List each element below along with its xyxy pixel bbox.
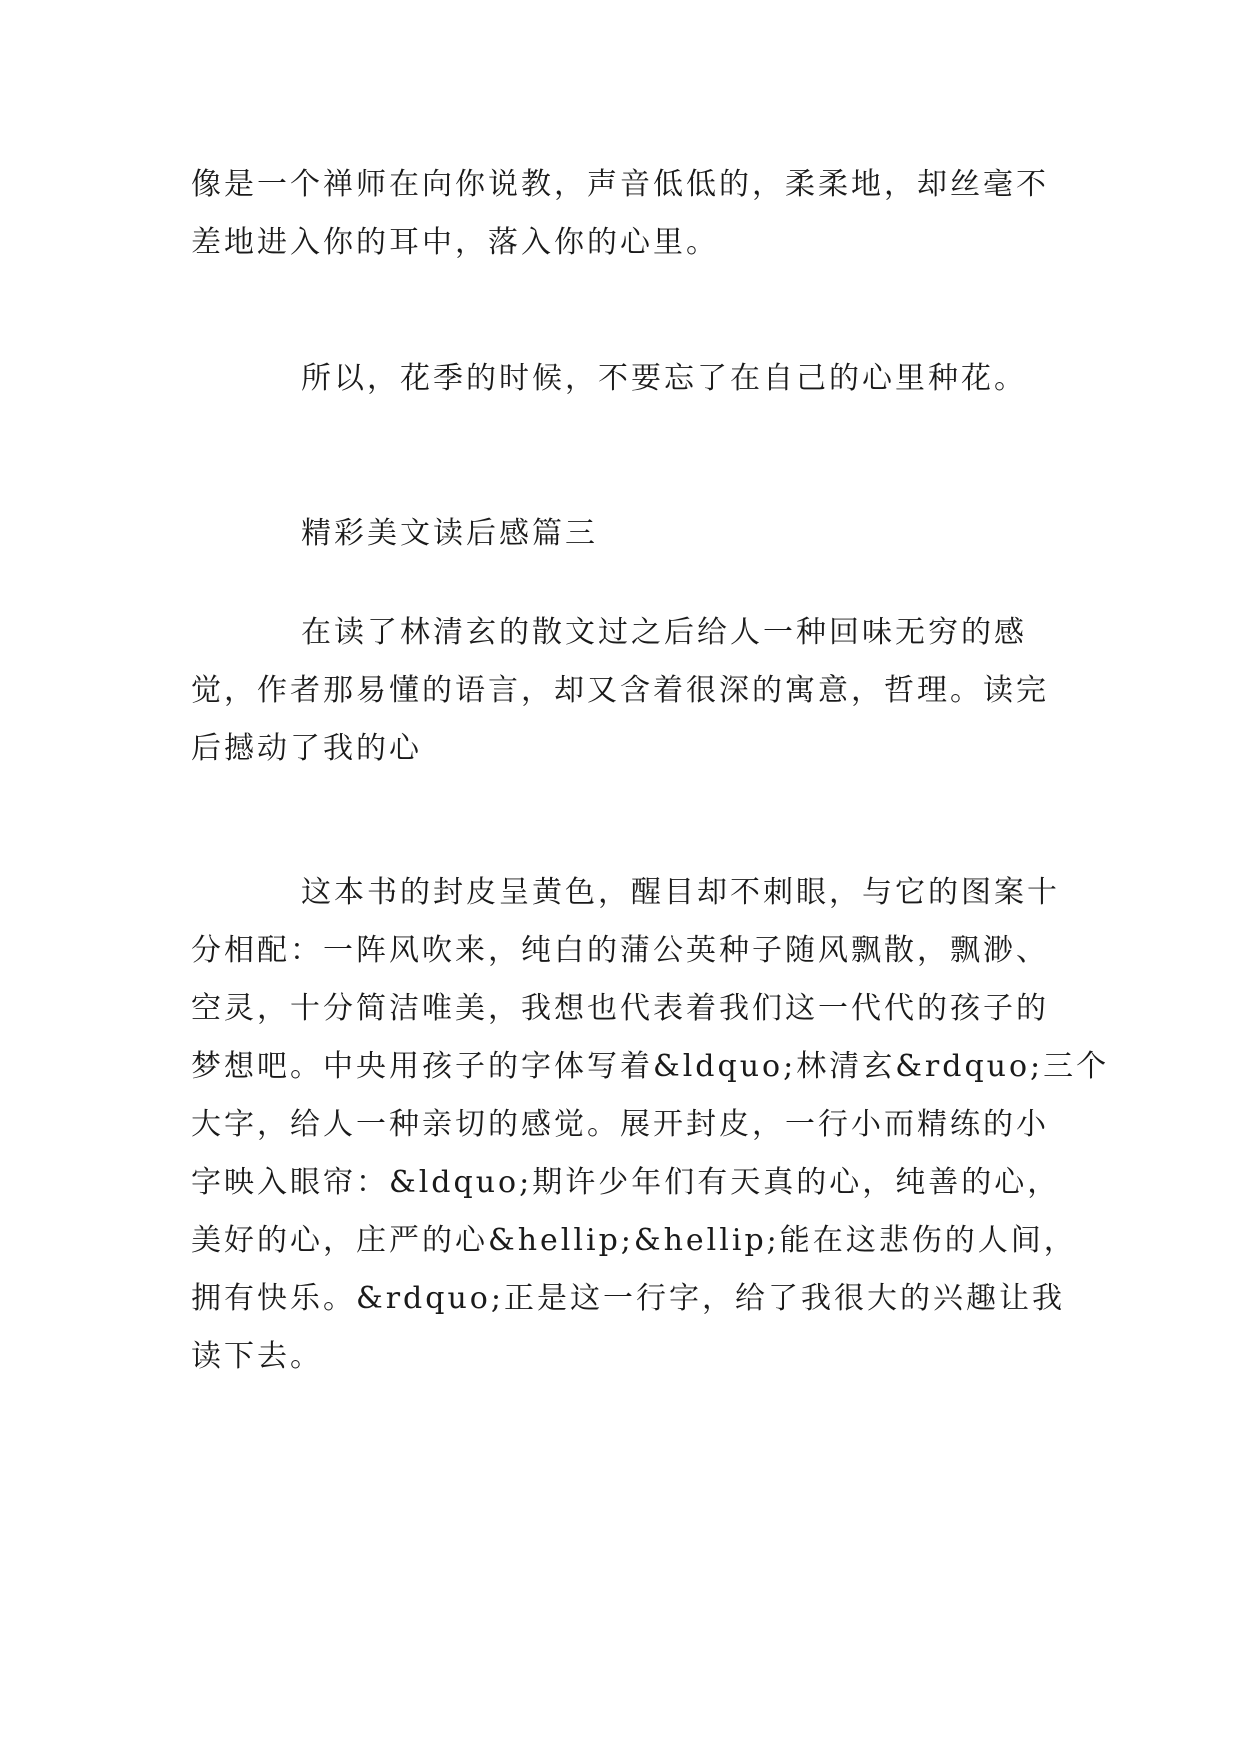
- paragraph-continuation: [191, 156, 1071, 272]
- heading-text: 精彩美文读后感篇三: [301, 516, 598, 551]
- paragraph: [191, 864, 1110, 1386]
- paragraph: [191, 604, 1071, 778]
- text-line: 读下去。: [191, 1339, 323, 1374]
- text-line: 差地进入你的耳中，落入你的心里。: [191, 225, 719, 260]
- text-line: 拥有快乐。&rdquo;正是这一行字，给了我很大的兴趣让我: [191, 1281, 1065, 1316]
- text-line: 梦想吧。中央用孩子的字体写着&ldquo;林清玄&rdquo;三个: [191, 1049, 1110, 1084]
- text-line: 所以，花季的时候，不要忘了在自己的心里种花。: [301, 361, 1027, 396]
- text-line: 大字，给人一种亲切的感觉。展开封皮，一行小而精练的小: [191, 1107, 1049, 1142]
- text-line: 觉，作者那易懂的语言，却又含着很深的寓意，哲理。读完: [191, 673, 1049, 708]
- text-line: 这本书的封皮呈黄色，醒目却不刺眼，与它的图案十: [301, 875, 1060, 910]
- text-line: 分相配：一阵风吹来，纯白的蒲公英种子随风飘散，飘渺、: [191, 933, 1049, 968]
- text-line: 美好的心，庄严的心&hellip;&hellip;能在这悲伤的人间，: [191, 1223, 1077, 1258]
- text-line: 字映入眼帘：&ldquo;期许少年们有天真的心，纯善的心，: [191, 1165, 1061, 1200]
- text-line: 在读了林清玄的散文过之后给人一种回味无穷的感: [301, 615, 1027, 650]
- text-line: 后撼动了我的心: [191, 731, 422, 766]
- text-line: 像是一个禅师在向你说教，声音低低的，柔柔地，却丝毫不: [191, 167, 1049, 202]
- section-heading: [191, 505, 1071, 563]
- paragraph: [191, 350, 1071, 408]
- text-line: 空灵，十分简洁唯美，我想也代表着我们这一代代的孩子的: [191, 991, 1049, 1026]
